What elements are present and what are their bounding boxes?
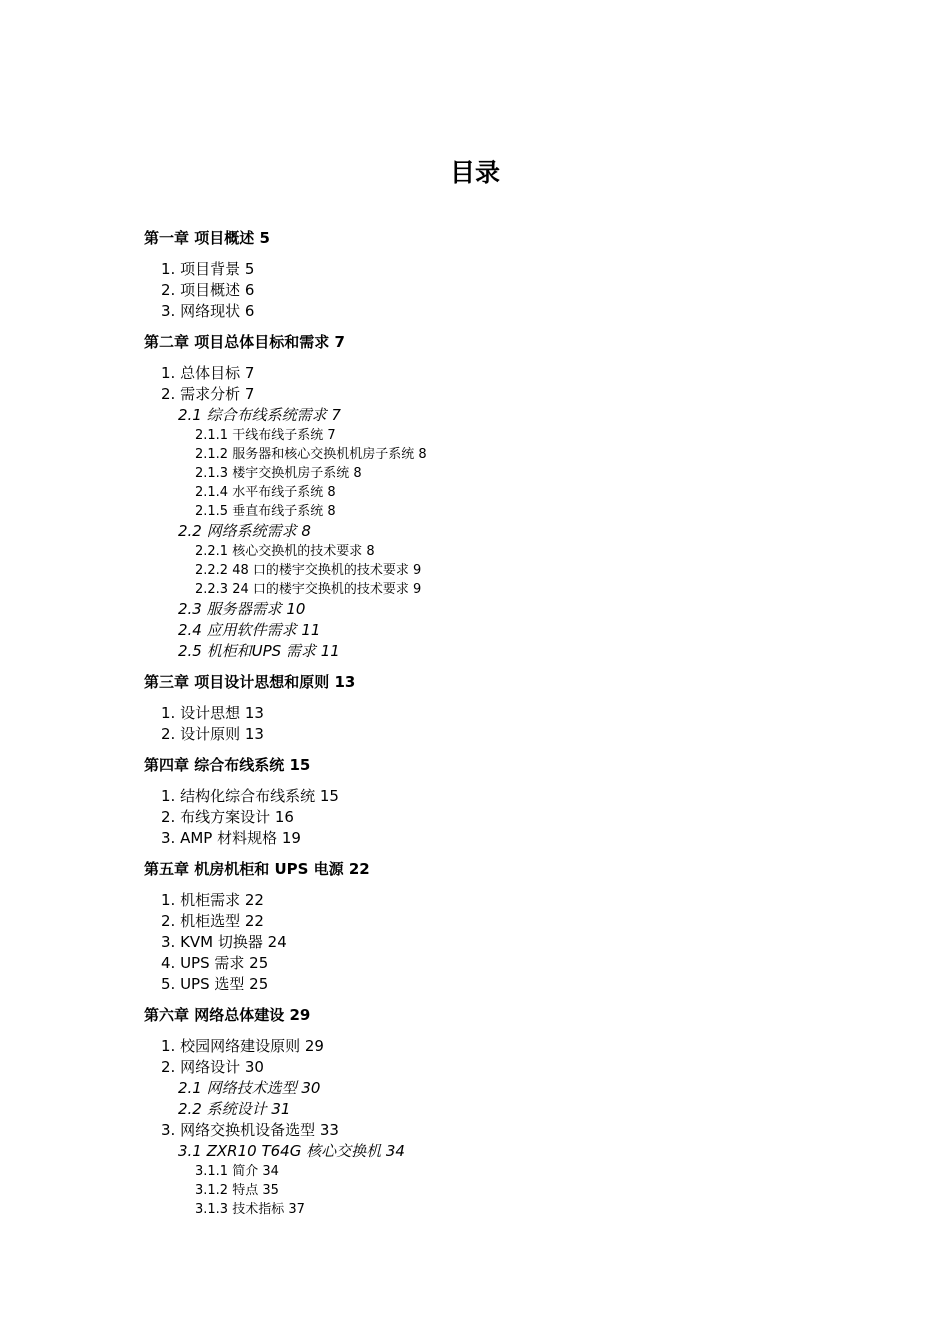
- toc-subsubsection-entry[interactable]: 2.1.4 水平布线子系统 8: [195, 485, 336, 500]
- toc-subsubsection-entry[interactable]: 2.2.3 24 口的楼宇交换机的技术要求 9: [195, 582, 422, 597]
- toc-subsubsection-entry[interactable]: 3.1.2 特点 35: [195, 1183, 279, 1198]
- toc-chapter-items: [144, 259, 904, 322]
- toc-subsection-entry[interactable]: 2.5 机柜和UPS 需求 11: [178, 642, 340, 660]
- toc-chapter-heading[interactable]: 第六章 网络总体建设 29: [144, 1006, 311, 1024]
- toc-section-entry[interactable]: 1. 总体目标 7: [161, 364, 255, 382]
- toc-subsubsection-entry[interactable]: 2.2.2 48 口的楼宇交换机的技术要求 9: [195, 563, 422, 578]
- toc-section-entry[interactable]: 3. KVM 切换器 24: [161, 933, 287, 951]
- toc-subsubsection-entry[interactable]: 3.1.3 技术指标 37: [195, 1202, 305, 1217]
- toc-subsection-entry[interactable]: 2.1 网络技术选型 30: [178, 1079, 321, 1097]
- toc-chapter-heading[interactable]: 第三章 项目设计思想和原则 13: [144, 673, 356, 691]
- toc-subsection-entry[interactable]: 2.3 服务器需求 10: [178, 600, 306, 618]
- toc-subsection-entry[interactable]: 2.2 网络系统需求 8: [178, 522, 311, 540]
- toc-section-entry[interactable]: 4. UPS 需求 25: [161, 954, 269, 972]
- toc-section-entry[interactable]: 3. 网络交换机设备选型 33: [161, 1121, 339, 1139]
- toc-subsubsection-entry[interactable]: 3.1.1 简介 34: [195, 1164, 279, 1179]
- toc-section-entry[interactable]: 1. 机柜需求 22: [161, 891, 264, 909]
- table-of-contents: [144, 228, 904, 1229]
- toc-chapter-items: [144, 703, 904, 745]
- toc-chapter-items: [144, 1036, 904, 1219]
- toc-section-entry[interactable]: 1. 校园网络建设原则 29: [161, 1037, 324, 1055]
- toc-section-entry[interactable]: 2. 项目概述 6: [161, 281, 255, 299]
- toc-section-entry[interactable]: 2. 设计原则 13: [161, 725, 264, 743]
- toc-subsection-entry[interactable]: 2.2 系统设计 31: [178, 1100, 291, 1118]
- toc-title: 目录: [449, 158, 500, 187]
- toc-section-entry[interactable]: 2. 需求分析 7: [161, 385, 255, 403]
- toc-section-entry[interactable]: 1. 项目背景 5: [161, 260, 255, 278]
- toc-subsection-entry[interactable]: 2.4 应用软件需求 11: [178, 621, 321, 639]
- toc-subsection-entry[interactable]: 3.1 ZXR10 T64G 核心交换机 34: [178, 1142, 405, 1160]
- toc-section-entry[interactable]: 2. 网络设计 30: [161, 1058, 264, 1076]
- toc-chapter-heading[interactable]: 第五章 机房机柜和 UPS 电源 22: [144, 860, 370, 878]
- toc-chapter-items: [144, 786, 904, 849]
- toc-section-entry[interactable]: 3. 网络现状 6: [161, 302, 255, 320]
- toc-chapter-heading[interactable]: 第四章 综合布线系统 15: [144, 756, 311, 774]
- toc-chapter-heading[interactable]: 第二章 项目总体目标和需求 7: [144, 333, 345, 351]
- toc-section-entry[interactable]: 1. 结构化综合布线系统 15: [161, 787, 339, 805]
- toc-section-entry[interactable]: 3. AMP 材料规格 19: [161, 829, 301, 847]
- toc-chapter-heading[interactable]: 第一章 项目概述 5: [144, 229, 270, 247]
- toc-subsubsection-entry[interactable]: 2.1.2 服务器和核心交换机机房子系统 8: [195, 447, 427, 462]
- toc-section-entry[interactable]: 1. 设计思想 13: [161, 704, 264, 722]
- toc-chapter-items: [144, 363, 904, 662]
- toc-subsubsection-entry[interactable]: 2.1.5 垂直布线子系统 8: [195, 504, 336, 519]
- toc-subsection-entry[interactable]: 2.1 综合布线系统需求 7: [178, 406, 341, 424]
- toc-subsubsection-entry[interactable]: 2.1.3 楼宇交换机房子系统 8: [195, 466, 362, 481]
- toc-section-entry[interactable]: 2. 布线方案设计 16: [161, 808, 294, 826]
- toc-section-entry[interactable]: 5. UPS 选型 25: [161, 975, 269, 993]
- toc-subsubsection-entry[interactable]: 2.2.1 核心交换机的技术要求 8: [195, 544, 375, 559]
- toc-chapter-items: [144, 890, 904, 995]
- toc-section-entry[interactable]: 2. 机柜选型 22: [161, 912, 264, 930]
- toc-subsubsection-entry[interactable]: 2.1.1 干线布线子系统 7: [195, 428, 336, 443]
